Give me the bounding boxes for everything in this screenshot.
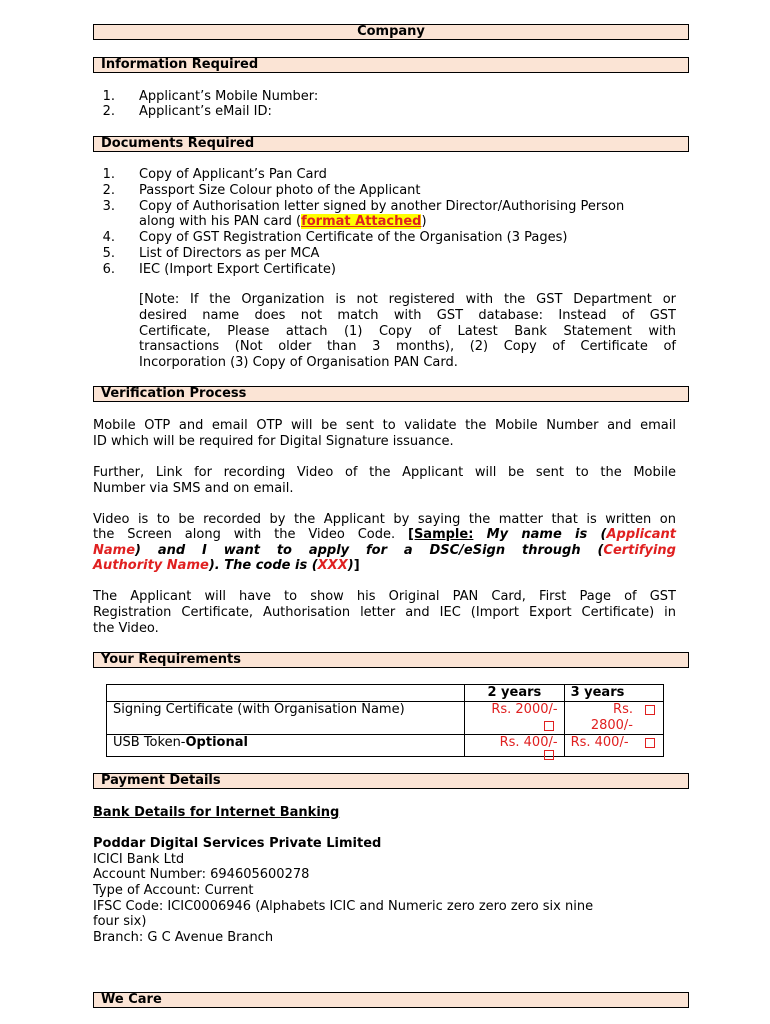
section-verification-process — [93, 386, 689, 402]
table-header-row — [107, 685, 664, 702]
account-type: Type of Account: Current — [93, 883, 254, 898]
select-checkbox[interactable] — [544, 721, 554, 731]
note-line: Incorporation (3) Copy of Organisation PAN Card. — [139, 355, 458, 370]
section-we-care — [93, 992, 689, 1008]
item-label: Signing Certificate (with Organisation Name) — [107, 702, 465, 735]
column-header-3-years: 3 years — [564, 685, 663, 702]
price-2-years: Rs. 2000/- — [465, 702, 564, 735]
section-title: We Care — [101, 992, 162, 1007]
note-line: transactions (Not older than 3 months), (2) Copy of Certificate of — [139, 339, 676, 354]
paragraph-line: the Screen along with the Video Code. [Sample: My name is (Applicant — [93, 527, 676, 542]
column-header-2-years: 2 years — [465, 685, 564, 702]
account-number: Account Number: 694605600278 — [93, 867, 310, 882]
table-row — [107, 735, 664, 757]
branch: Branch: G C Avenue Branch — [93, 930, 274, 945]
bank-details-heading: Bank Details for Internet Banking — [93, 805, 340, 820]
paragraph-line: Mobile OTP and email OTP will be sent to validate the Mobile Number and email — [93, 418, 676, 433]
paragraph-line: The Applicant will have to show his Original PAN Card, First Page of GST — [93, 589, 676, 604]
section-documents-required — [93, 136, 689, 152]
item-label: USB Token-Optional — [107, 735, 465, 757]
paragraph-line: Authority Name). The code is (XXX)] — [93, 558, 360, 573]
section-information-required — [93, 57, 689, 73]
paragraph-line: Video is to be recorded by the Applicant by saying the matter that is written on — [93, 512, 676, 527]
price-3-years: Rs. 2800/- — [564, 702, 663, 735]
paragraph-line: Name) and I want to apply for a DSC/eSign through (Certifying — [93, 543, 676, 558]
ifsc-code-continuation: four six) — [93, 914, 147, 929]
section-your-requirements — [93, 652, 689, 668]
company-title: Company — [357, 24, 425, 39]
paragraph-line: Number via SMS and on email. — [93, 481, 294, 496]
section-title: Payment Details — [101, 773, 221, 788]
company-header — [93, 24, 689, 40]
document-page: Company Information Required 1. Applicant’s Mobile Number: 2. Applicant’s eMail ID: Documents Required 1. Copy of Applicant’s Pan Card 2. Passport Size Colour photo of the Applicant 3. Copy of Authorisation letter signed by another Director/Authorising Person along with his PAN card (format Attached) 4. Copy of GST Registration Certificate of the Organisation (3 Pages) 5. List of Directors as per MCA 6. IEC (Import Export Certificate) [Note: If the Organization is not registered with the GST Department or desired name does not match with GST database: Instead of GST Certificate, Please attach (1) Copy of Latest Bank Statement with transactions (Not older than 3 months), (2) Copy of Certificate of Incorporation (3) Copy of Organisation PAN Card. Verification Process Mobile OTP and email OTP will be sent to validate the Mobile Number and email ID which will be required for Digital Signature issuance. Further, Link for recording Video of the Applicant will be sent to the Mobile Number via SMS and on email. Video is to be recorded by the Applicant by saying the matter that is written on the Screen along with the Video Code. [Sample: My name is (Applicant Name) and I want to apply for a DSC/eSign through (Certifying Authority Name). The code is (XXX)] The Applicant will have to show his Original PAN Card, First Page of GST Registration Certificate, Authorisation letter and IEC (Import Export Certificate) in the Video. Your Requirements 2 years 3 years Signing Certificate (with Organisation Name) Rs. 2000/- Rs. 2800/- USB Token-Optional Rs. 400/- Rs. 400/- Payment Details Bank Details for Internet Banking Poddar Digital Services Private Limited ICICI Bank Ltd Account Number: 694605600278 Type of Account: Current IFSC Code: ICIC0006946 (Alphabets ICIC and Numeric zero zero zero six nine four six) Branch: G C Avenue Branch We Care — [0, 0, 770, 1024]
section-title: Your Requirements — [101, 652, 241, 667]
table-row — [107, 702, 664, 735]
price-3-years: Rs. 400/- — [564, 735, 663, 757]
section-title: Verification Process — [101, 386, 247, 401]
note-line: [Note: If the Organization is not registered with the GST Department or — [139, 292, 676, 307]
section-payment-details — [93, 773, 689, 789]
ifsc-code: IFSC Code: ICIC0006946 (Alphabets ICIC and Numeric zero zero zero six nine — [93, 899, 594, 914]
select-checkbox[interactable] — [645, 705, 655, 715]
select-checkbox[interactable] — [544, 750, 554, 760]
requirements-table — [106, 684, 664, 757]
paragraph-line: the Video. — [93, 621, 159, 636]
note-line: Certificate, Please attach (1) Copy of Latest Bank Statement with — [139, 324, 676, 339]
paragraph-line: Further, Link for recording Video of the Applicant will be sent to the Mobile — [93, 465, 676, 480]
table-cell — [107, 685, 465, 702]
bank-name: ICICI Bank Ltd — [93, 852, 185, 867]
paragraph-line: Registration Certificate, Authorisation letter and IEC (Import Export Certificate) in — [93, 605, 676, 620]
list-item-continuation: along with his PAN card (format Attached) — [139, 214, 427, 229]
section-title: Information Required — [101, 57, 259, 72]
select-checkbox[interactable] — [645, 738, 655, 748]
bank-account-name: Poddar Digital Services Private Limited — [93, 836, 382, 851]
section-title: Documents Required — [101, 136, 255, 151]
price-2-years: Rs. 400/- — [465, 735, 564, 757]
note-line: desired name does not match with GST database: Instead of GST — [139, 308, 676, 323]
format-attached-link[interactable]: format Attached — [301, 214, 422, 229]
paragraph-line: ID which will be required for Digital Signature issuance. — [93, 434, 454, 449]
